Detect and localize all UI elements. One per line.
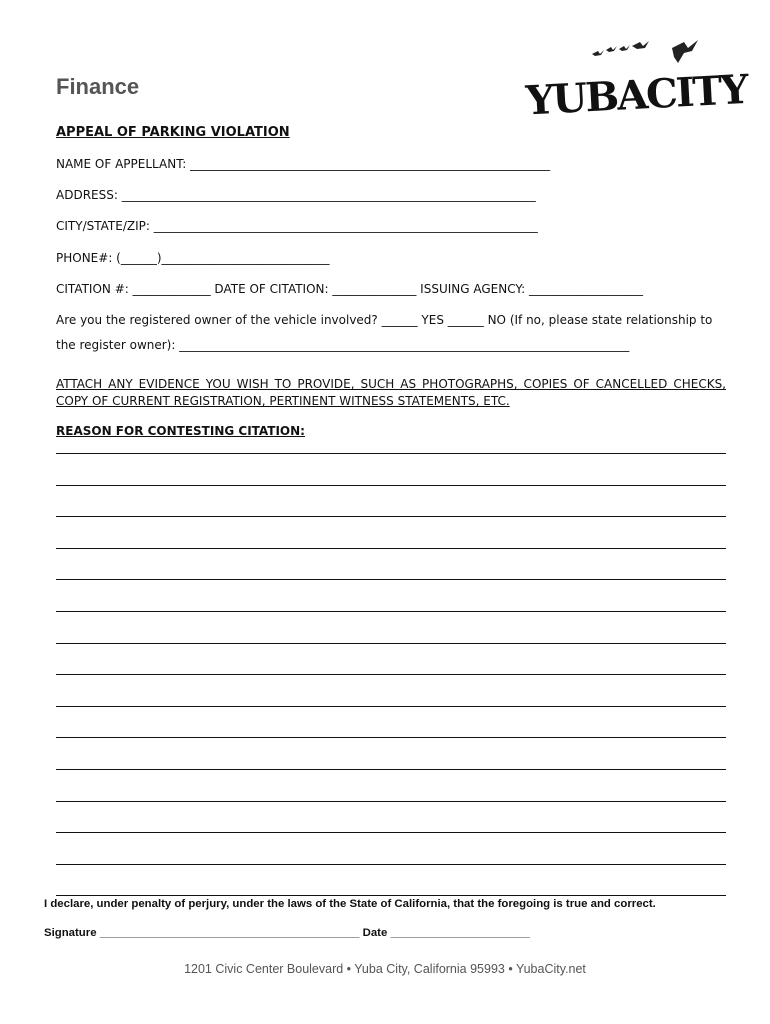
- phone-field[interactable]: PHONE#: (______)____________________________: [56, 251, 330, 265]
- birds-icon: [592, 40, 698, 63]
- registered-owner-question[interactable]: Are you the registered owner of the vehicle involved? ______ YES ______ NO (If no, please state relationship to: [56, 313, 713, 327]
- citation-info-field[interactable]: CITATION #: _____________ DATE OF CITATION: ______________ ISSUING AGENCY: ___________________: [56, 282, 643, 296]
- footer-address: 1201 Civic Center Boulevard • Yuba City, California 95993 • YubaCity.net: [184, 962, 586, 976]
- reason-answer-line[interactable]: [56, 453, 726, 454]
- reason-answer-line[interactable]: [56, 674, 726, 675]
- reason-answer-line[interactable]: [56, 769, 726, 770]
- reason-answer-line[interactable]: [56, 611, 726, 612]
- reason-answer-line[interactable]: [56, 832, 726, 833]
- signature-date-field[interactable]: Signature _________________________________________ Date ______________________: [44, 927, 530, 939]
- reason-answer-line[interactable]: [56, 516, 726, 517]
- reason-heading: REASON FOR CONTESTING CITATION:: [56, 424, 305, 438]
- address-field[interactable]: ADDRESS: _____________________________________________________________________: [56, 188, 536, 202]
- city-state-zip-field[interactable]: CITY/STATE/ZIP: ________________________________________________________________: [56, 219, 538, 233]
- reason-answer-line[interactable]: [56, 801, 726, 802]
- perjury-declaration: I declare, under penalty of perjury, under the laws of the State of California, that the foregoing is true and correct.: [44, 898, 656, 910]
- reason-answer-line[interactable]: [56, 737, 726, 738]
- reason-answer-line[interactable]: [56, 864, 726, 865]
- name-of-appellant-field[interactable]: NAME OF APPELLANT: ____________________________________________________________: [56, 157, 551, 171]
- yuba-city-logo: [522, 40, 749, 132]
- reason-answer-line[interactable]: [56, 548, 726, 549]
- owner-relationship-field[interactable]: the register owner): ___________________________________________________________________________: [56, 338, 630, 352]
- logo-wordmark: YUBACITY: [524, 65, 749, 125]
- reason-answer-line[interactable]: [56, 895, 726, 896]
- form-title: APPEAL OF PARKING VIOLATION: [56, 125, 290, 140]
- reason-answer-line[interactable]: [56, 706, 726, 707]
- reason-answer-line[interactable]: [56, 485, 726, 486]
- reason-answer-line[interactable]: [56, 643, 726, 644]
- reason-answer-line[interactable]: [56, 579, 726, 580]
- department-title: Finance: [56, 74, 140, 99]
- attach-evidence-instructions: ATTACH ANY EVIDENCE YOU WISH TO PROVIDE, SUCH AS PHOTOGRAPHS, COPIES OF CANCELLED CHECKS, COPY OF CURRENT REGISTRATION, PERTINENT WITNESS STATEMENTS, ETC.: [56, 377, 726, 408]
